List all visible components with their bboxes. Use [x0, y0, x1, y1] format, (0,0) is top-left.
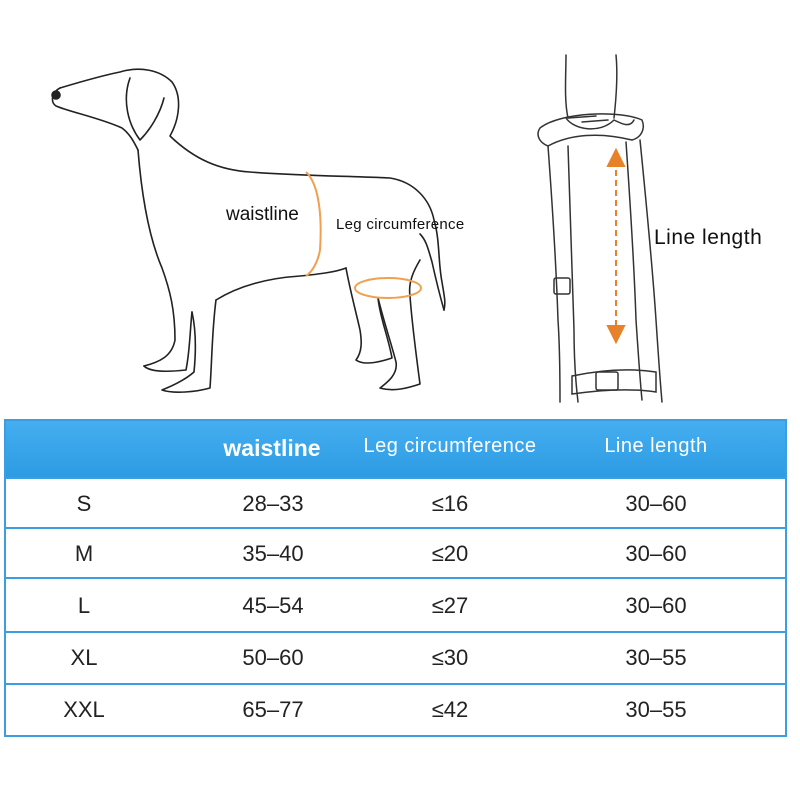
table-row [6, 577, 785, 631]
waistline-cell: 28–33 [242, 491, 304, 516]
table-row [6, 527, 785, 577]
waist-marker [306, 172, 321, 276]
size-cell: L [77, 593, 91, 618]
line-length-cell: 30–60 [625, 491, 687, 516]
line-length-cell: 30–60 [625, 541, 687, 566]
leg-marker [355, 278, 421, 298]
table-row [6, 683, 785, 735]
header-line-length: Line length [604, 435, 708, 457]
leg-circumference-cell: ≤30 [431, 645, 469, 670]
waistline-label: waistline [226, 204, 299, 225]
waistline-cell: 45–54 [242, 593, 304, 618]
header-leg-circumference: Leg circumference [363, 435, 537, 457]
leg-circumference-cell: ≤42 [431, 697, 469, 722]
measure-markers [306, 172, 421, 298]
waistline-cell: 50–60 [242, 645, 304, 670]
size-table [4, 419, 787, 737]
size-cell: M [74, 541, 94, 566]
size-cell: XXL [63, 697, 105, 722]
leg-circumference-cell: ≤20 [431, 541, 469, 566]
size-cell: S [76, 491, 92, 516]
line-length-arrow [608, 150, 624, 342]
leg-circumference-label: Leg circumference [336, 216, 465, 233]
waistline-cell: 35–40 [242, 541, 304, 566]
line-length-cell: 30–55 [625, 645, 687, 670]
leg-circumference-cell: ≤27 [431, 593, 469, 618]
header-waistline: waistline [223, 435, 321, 461]
table-row [6, 477, 785, 527]
size-cell: XL [70, 645, 98, 670]
sling-outline [538, 55, 662, 402]
line-length-label: Line length [654, 226, 763, 249]
table-row [6, 631, 785, 683]
table-header [6, 421, 785, 477]
leg-circumference-cell: ≤16 [431, 491, 469, 516]
line-length-cell: 30–55 [625, 697, 687, 722]
waistline-cell: 65–77 [242, 697, 304, 722]
line-length-cell: 30–60 [625, 593, 687, 618]
